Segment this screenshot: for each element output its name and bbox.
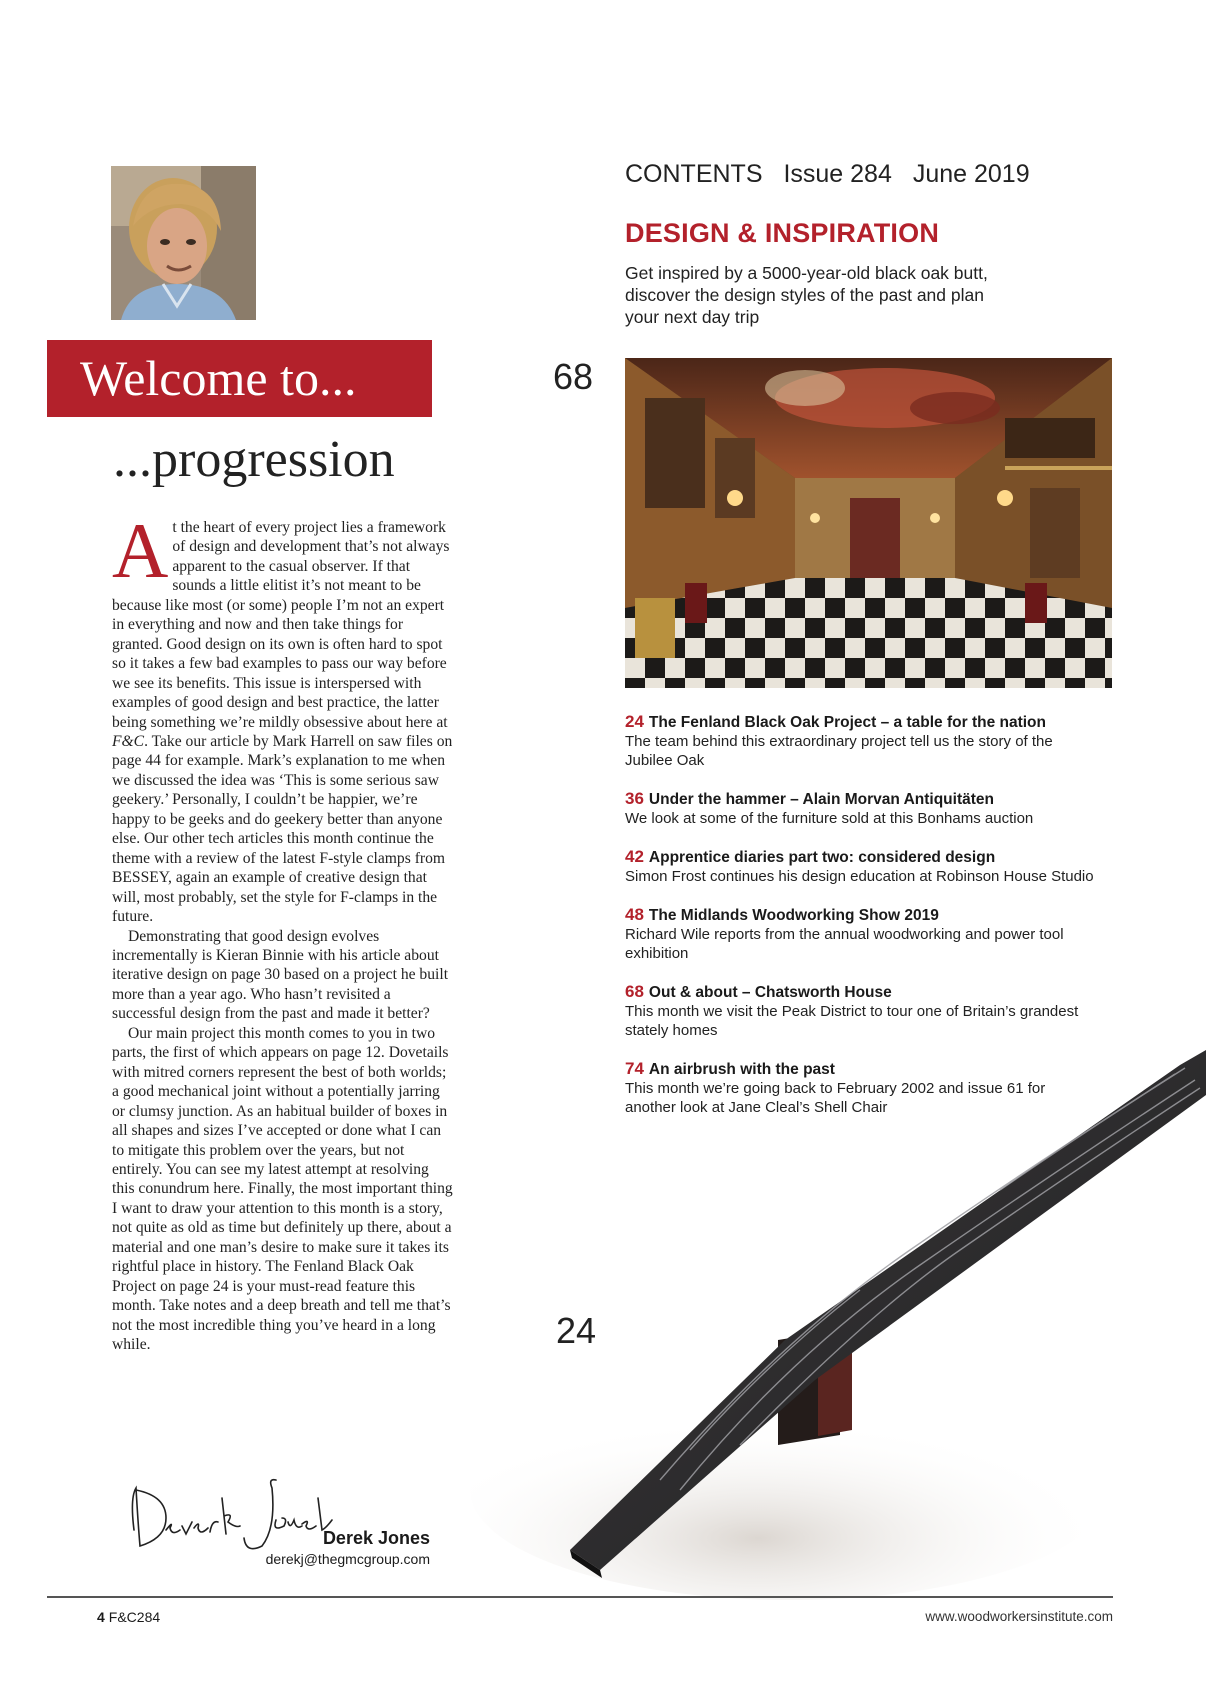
article-description: This month we visit the Peak District to tour one of Britain’s grandest stately homes: [625, 1003, 1079, 1039]
article-page: 68: [625, 982, 644, 1001]
article-heading: [625, 789, 1095, 809]
article-description: Simon Frost continues his design education at Robinson House Studio: [625, 868, 1094, 885]
article-item[interactable]: [625, 905, 1095, 963]
article-title: Out & about – Chatsworth House: [648, 984, 892, 1001]
article-heading: [625, 847, 1095, 867]
article-description: We look at some of the furniture sold at this Bonhams auction: [625, 810, 1034, 827]
welcome-banner-title: Welcome to...: [80, 350, 357, 406]
editorial-text: [112, 507, 455, 1354]
gallery-page-label: 68: [553, 356, 594, 397]
contents-header: [625, 160, 1044, 189]
issue-date: June 2019: [912, 160, 1030, 188]
article-heading: [625, 712, 1095, 732]
footer-divider: [47, 1596, 1113, 1598]
article-description: This month we’re going back to February 2002 and issue 61 for another look at Jane Cleal’s Shell Chair: [625, 1080, 1046, 1116]
paragraph-1-end: . Take our article by Mark Harrell on saw files on page 44 for example. Mark’s explanation to me when we discussed the idea was ‘This is some serious saw geekery.’ Personally, I couldn’t be happier, we’re happy to be geeks and do geekery better than anyone else. Our other tech articles this month continue the theme with a review of the latest F-style clamps from BESSEY, again an example of creative design that will, most probably, set the style for F-clamps in the future.: [112, 732, 453, 926]
issue-number: Issue 284: [783, 160, 892, 188]
article-description: The team behind this extraordinary project tell us the story of the Jubilee Oak: [625, 733, 1053, 769]
chatsworth-gallery-photo: [625, 358, 1112, 688]
article-title: The Fenland Black Oak Project – a table for the nation: [648, 714, 1046, 731]
black-oak-table-photo: [440, 1050, 1206, 1625]
article-page: 74: [625, 1059, 644, 1078]
article-item[interactable]: [625, 789, 1095, 828]
website-link[interactable]: www.woodworkersinstitute.com: [925, 1609, 1113, 1624]
article-heading: [625, 982, 1095, 1002]
article-title: An airbrush with the past: [648, 1061, 835, 1078]
magazine-name: F&C: [112, 732, 145, 750]
article-title: Apprentice diaries part two: considered design: [648, 849, 996, 866]
article-page: 42: [625, 847, 644, 866]
paragraph-1-text: t the heart of every project lies a framework of design and development that’s not always apparent to the casual observer. If that sounds a little elitist it’s not meant to be because like most (or some) people I’m not an expert in everything and now and then take things for granted. Good design on its own is often hard to spot so it takes a few bad examples to pass our way before we see its benefits. This issue is interspersed with examples of good design and best practice, the latter being something we’re mildly obsessive about here at: [112, 519, 450, 731]
section-title: DESIGN & INSPIRATION: [625, 218, 940, 248]
contents-label: CONTENTS: [625, 160, 763, 188]
article-title: Under the hammer – Alain Morvan Antiquitäten: [648, 791, 994, 808]
article-item[interactable]: [625, 712, 1095, 770]
footer-folio: [97, 1609, 160, 1625]
page-number: 4: [97, 1609, 105, 1625]
article-page: 36: [625, 789, 644, 808]
editor-email[interactable]: derekj@thegmcgroup.com: [265, 1551, 430, 1567]
section-intro: Get inspired by a 5000-year-old black oak butt, discover the design styles of the past and plan your next day trip: [625, 263, 988, 327]
editor-portrait: [111, 166, 256, 320]
article-description: Richard Wile reports from the annual woodworking and power tool exhibition: [625, 926, 1064, 962]
article-title: The Midlands Woodworking Show 2019: [648, 907, 939, 924]
article-heading: [625, 905, 1095, 925]
article-page: 24: [625, 712, 644, 731]
article-page: 48: [625, 905, 644, 924]
editorial-paragraph-1: [112, 507, 455, 927]
table-page-label: 24: [556, 1310, 597, 1351]
issue-code: F&C284: [108, 1609, 161, 1625]
drop-cap: A: [112, 507, 169, 594]
welcome-subhead: ...progression: [113, 431, 395, 488]
editorial-paragraph-2: Demonstrating that good design evolves incrementally is Kieran Binnie with his article about iterative design on page 30 based on a project he built more than a year ago. Who hasn’t revisited a successful design from the past and made it better?: [112, 927, 449, 1023]
article-item[interactable]: [625, 982, 1095, 1040]
editorial-paragraph-3: Our main project this month comes to you in two parts, the first of which appears on page 12. Dovetails with mitred corners represent the best of both worlds; a good mechanical joint without a potentially jarring or clumsy junction. As an habitual builder of boxes in all shapes and sizes I’ve accepted or done what I can to mitigate this problem over the years, but not entirely. You can see my latest attempt at resolving this conundrum here. Finally, the most important thing I want to draw your attention to this month is a story, not quite as old as time but definitely up there, about a material and one man’s desire to make sure it takes its rightful place in history. The Fenland Black Oak Project on page 24 is your must-read feature this month. Take notes and a deep breath and tell me that’s not the most incredible thing you’ve heard in a long while.: [112, 1024, 453, 1354]
article-item[interactable]: [625, 847, 1095, 886]
editor-name: Derek Jones: [322, 1528, 430, 1548]
